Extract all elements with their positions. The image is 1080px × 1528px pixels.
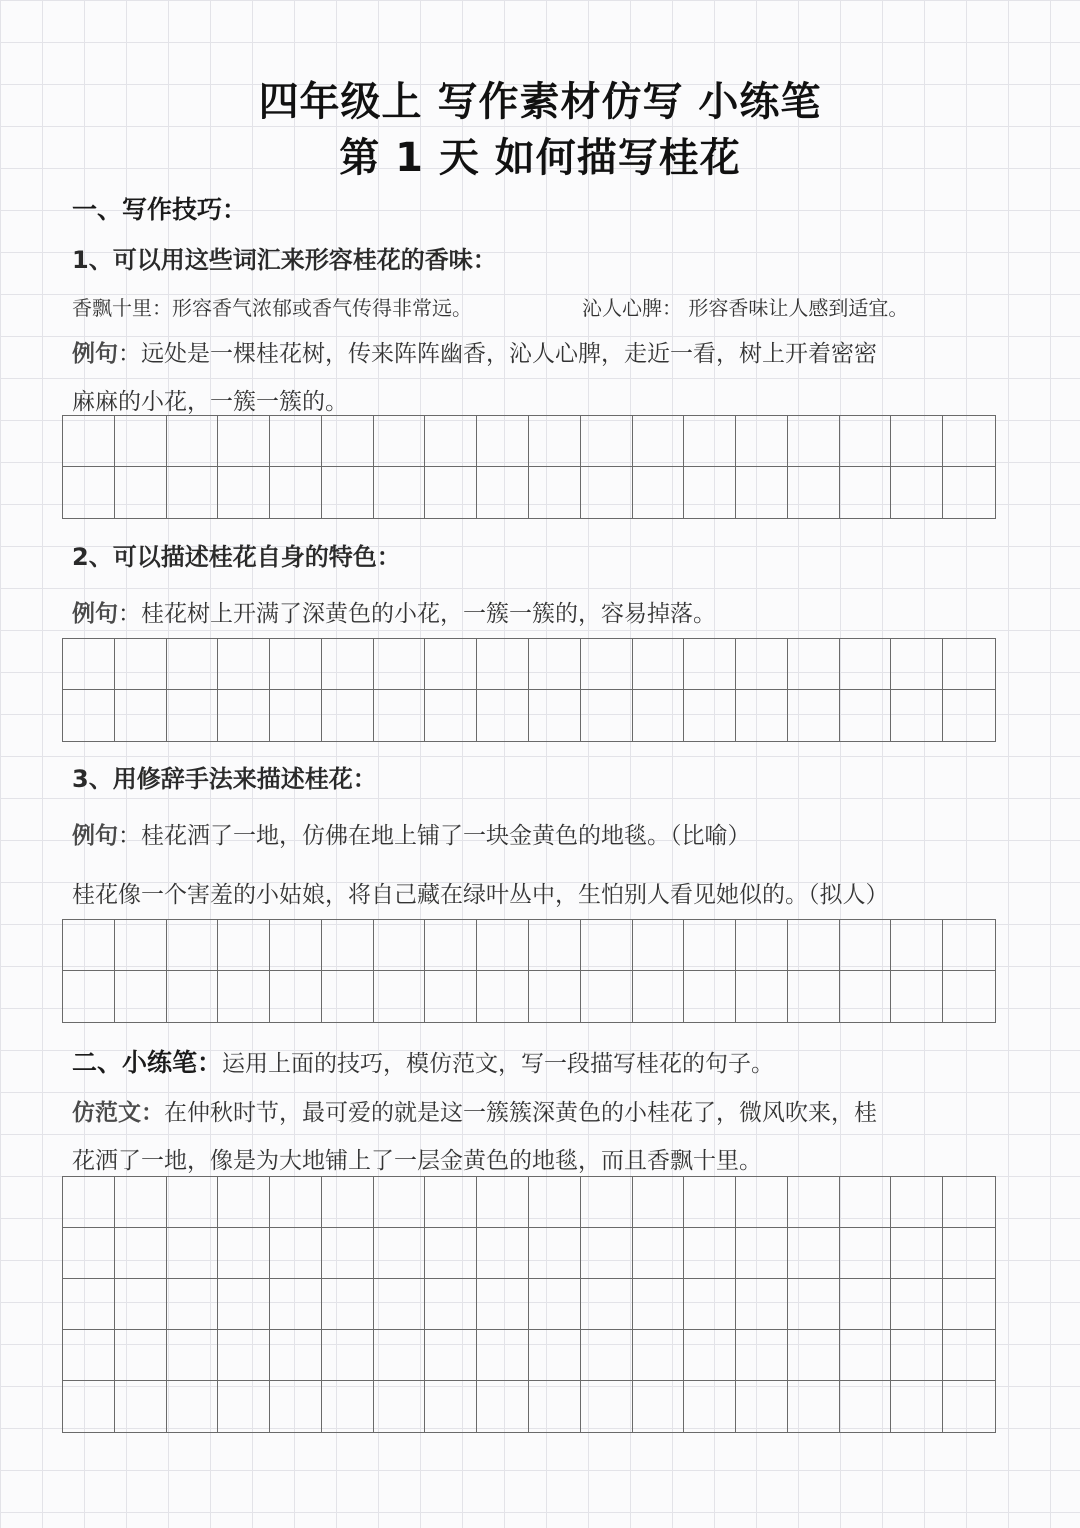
writing-cell[interactable]	[477, 1177, 529, 1228]
writing-grid-4[interactable]	[62, 1176, 996, 1433]
writing-cell[interactable]	[840, 690, 892, 741]
writing-cell[interactable]	[633, 920, 685, 971]
writing-cell[interactable]	[374, 690, 426, 741]
writing-cell[interactable]	[736, 639, 788, 690]
writing-cell[interactable]	[943, 920, 995, 971]
model-text: 在仲秋时节，最可爱的就是这一簇簇深黄色的小桂花了，微风吹来，桂	[164, 1100, 877, 1126]
writing-cell[interactable]	[891, 1177, 943, 1228]
writing-cell[interactable]	[684, 467, 736, 518]
writing-cell[interactable]	[684, 1177, 736, 1228]
writing-cell[interactable]	[633, 1330, 685, 1381]
writing-cell[interactable]	[788, 1279, 840, 1330]
writing-cell[interactable]	[840, 971, 892, 1022]
writing-cell[interactable]	[840, 1177, 892, 1228]
writing-cell[interactable]	[270, 971, 322, 1022]
writing-cell[interactable]	[425, 1381, 477, 1432]
writing-cell[interactable]	[684, 416, 736, 467]
writing-cell[interactable]	[218, 690, 270, 741]
writing-cell[interactable]	[374, 971, 426, 1022]
writing-cell[interactable]	[322, 1330, 374, 1381]
writing-grid-2[interactable]	[62, 638, 996, 742]
writing-cell[interactable]	[322, 1279, 374, 1330]
writing-cell[interactable]	[270, 1330, 322, 1381]
writing-cell[interactable]	[270, 467, 322, 518]
section2-instruction: 运用上面的技巧，模仿范文，写一段描写桂花的句子。	[222, 1051, 775, 1077]
writing-cell[interactable]	[322, 416, 374, 467]
writing-cell[interactable]	[374, 1381, 426, 1432]
writing-cell[interactable]	[167, 1177, 219, 1228]
writing-cell[interactable]	[943, 690, 995, 741]
writing-cell[interactable]	[167, 920, 219, 971]
writing-cell[interactable]	[425, 690, 477, 741]
writing-cell[interactable]	[788, 920, 840, 971]
writing-cell[interactable]	[581, 971, 633, 1022]
writing-cell[interactable]	[788, 1381, 840, 1432]
writing-cell[interactable]	[374, 1228, 426, 1279]
writing-cell[interactable]	[529, 920, 581, 971]
writing-cell[interactable]	[63, 1381, 115, 1432]
writing-cell[interactable]	[943, 1330, 995, 1381]
writing-cell[interactable]	[322, 971, 374, 1022]
term-qinrenxinpi: 沁人心脾： 形容香味让人感到适宜。	[582, 296, 909, 320]
writing-cell[interactable]	[425, 1228, 477, 1279]
writing-cell[interactable]	[477, 416, 529, 467]
writing-cell[interactable]	[425, 1330, 477, 1381]
writing-cell[interactable]	[425, 920, 477, 971]
writing-cell[interactable]	[322, 1228, 374, 1279]
writing-cell[interactable]	[477, 1381, 529, 1432]
writing-cell[interactable]	[218, 1381, 270, 1432]
writing-cell[interactable]	[788, 1177, 840, 1228]
writing-cell[interactable]	[684, 690, 736, 741]
writing-cell[interactable]	[840, 1228, 892, 1279]
writing-cell[interactable]	[167, 971, 219, 1022]
writing-cell[interactable]	[891, 1279, 943, 1330]
writing-cell[interactable]	[891, 467, 943, 518]
example-text: ：远处是一棵桂花树，传来阵阵幽香，沁人心脾，走近一看，树上开着密密	[118, 341, 877, 367]
writing-cell[interactable]	[270, 416, 322, 467]
writing-cell[interactable]	[167, 1330, 219, 1381]
writing-cell[interactable]	[477, 971, 529, 1022]
writing-cell[interactable]	[943, 1381, 995, 1432]
writing-cell[interactable]	[788, 1228, 840, 1279]
writing-cell[interactable]	[63, 639, 115, 690]
writing-cell[interactable]	[891, 971, 943, 1022]
writing-cell[interactable]	[270, 690, 322, 741]
writing-cell[interactable]	[684, 1228, 736, 1279]
writing-cell[interactable]	[115, 690, 167, 741]
writing-cell[interactable]	[270, 920, 322, 971]
writing-cell[interactable]	[63, 416, 115, 467]
writing-cell[interactable]	[736, 1330, 788, 1381]
writing-cell[interactable]	[840, 1381, 892, 1432]
worksheet-title-line2: 第 1 天 如何描写桂花	[339, 135, 741, 181]
writing-cell[interactable]	[736, 1228, 788, 1279]
writing-cell[interactable]	[218, 416, 270, 467]
writing-cell[interactable]	[115, 1330, 167, 1381]
writing-cell[interactable]	[788, 690, 840, 741]
writing-cell[interactable]	[581, 920, 633, 971]
writing-cell[interactable]	[633, 1177, 685, 1228]
writing-cell[interactable]	[322, 1177, 374, 1228]
writing-cell[interactable]	[322, 690, 374, 741]
writing-cell[interactable]	[218, 1228, 270, 1279]
writing-cell[interactable]	[736, 467, 788, 518]
writing-cell[interactable]	[581, 1177, 633, 1228]
writing-cell[interactable]	[477, 639, 529, 690]
sub3-example-line1	[72, 817, 751, 850]
writing-cell[interactable]	[477, 1279, 529, 1330]
writing-cell[interactable]	[115, 467, 167, 518]
writing-cell[interactable]	[840, 467, 892, 518]
writing-cell[interactable]	[736, 920, 788, 971]
writing-cell[interactable]	[684, 639, 736, 690]
writing-cell[interactable]	[840, 639, 892, 690]
writing-cell[interactable]	[788, 971, 840, 1022]
writing-cell[interactable]	[633, 1381, 685, 1432]
writing-cell[interactable]	[840, 1279, 892, 1330]
writing-cell[interactable]	[581, 1330, 633, 1381]
writing-cell[interactable]	[115, 920, 167, 971]
writing-cell[interactable]	[477, 920, 529, 971]
section1-heading: 一、写作技巧：	[72, 195, 248, 224]
writing-cell[interactable]	[891, 1228, 943, 1279]
example-label: 例句	[72, 823, 118, 849]
writing-cell[interactable]	[788, 467, 840, 518]
writing-cell[interactable]	[788, 639, 840, 690]
sub2-heading: 2、可以描述桂花自身的特色：	[72, 543, 401, 571]
worksheet-title-line1: 四年级上 写作素材仿写 小练笔	[258, 79, 822, 125]
writing-cell[interactable]	[529, 416, 581, 467]
writing-cell[interactable]	[167, 416, 219, 467]
writing-cell[interactable]	[633, 416, 685, 467]
writing-cell[interactable]	[63, 1279, 115, 1330]
writing-cell[interactable]	[425, 971, 477, 1022]
writing-cell[interactable]	[270, 1279, 322, 1330]
writing-cell[interactable]	[218, 1330, 270, 1381]
writing-cell[interactable]	[736, 1381, 788, 1432]
writing-cell[interactable]	[529, 971, 581, 1022]
writing-cell[interactable]	[322, 1381, 374, 1432]
writing-cell[interactable]	[529, 1330, 581, 1381]
writing-cell[interactable]	[167, 467, 219, 518]
writing-cell[interactable]	[63, 1330, 115, 1381]
sub1-example-line1	[72, 335, 877, 368]
example-label: 例句	[72, 601, 118, 627]
writing-cell[interactable]	[529, 1177, 581, 1228]
example-text: ：桂花树上开满了深黄色的小花，一簇一簇的，容易掉落。	[118, 601, 716, 627]
writing-cell[interactable]	[581, 639, 633, 690]
example-label: 例句	[72, 341, 118, 367]
writing-cell[interactable]	[891, 690, 943, 741]
writing-cell[interactable]	[943, 1279, 995, 1330]
section2-heading: 二、小练笔：	[72, 1048, 223, 1077]
writing-cell[interactable]	[891, 416, 943, 467]
writing-cell[interactable]	[684, 971, 736, 1022]
writing-cell[interactable]	[477, 690, 529, 741]
writing-cell[interactable]	[322, 467, 374, 518]
writing-cell[interactable]	[374, 416, 426, 467]
sub2-example-line1	[72, 595, 716, 628]
writing-cell[interactable]	[425, 1279, 477, 1330]
writing-cell[interactable]	[115, 1279, 167, 1330]
writing-cell[interactable]	[477, 467, 529, 518]
writing-cell[interactable]	[322, 639, 374, 690]
writing-cell[interactable]	[943, 971, 995, 1022]
writing-grid-3[interactable]	[62, 919, 996, 1023]
writing-cell[interactable]	[891, 1381, 943, 1432]
writing-cell[interactable]	[581, 1279, 633, 1330]
writing-cell[interactable]	[374, 1177, 426, 1228]
writing-cell[interactable]	[63, 971, 115, 1022]
writing-cell[interactable]	[425, 416, 477, 467]
writing-cell[interactable]	[736, 416, 788, 467]
writing-cell[interactable]	[943, 1228, 995, 1279]
writing-cell[interactable]	[425, 639, 477, 690]
model-text-line1	[72, 1094, 877, 1127]
writing-cell[interactable]	[167, 1279, 219, 1330]
writing-cell[interactable]	[581, 416, 633, 467]
writing-cell[interactable]	[374, 639, 426, 690]
writing-cell[interactable]	[633, 690, 685, 741]
writing-cell[interactable]	[477, 1228, 529, 1279]
writing-cell[interactable]	[374, 1330, 426, 1381]
example-text: ：桂花洒了一地，仿佛在地上铺了一块金黄色的地毯。（比喻）	[118, 823, 751, 849]
model-label: 仿范文：	[72, 1100, 164, 1126]
writing-cell[interactable]	[788, 416, 840, 467]
writing-cell[interactable]	[425, 467, 477, 518]
writing-cell[interactable]	[788, 1330, 840, 1381]
writing-cell[interactable]	[270, 639, 322, 690]
writing-cell[interactable]	[115, 639, 167, 690]
writing-cell[interactable]	[270, 1177, 322, 1228]
writing-cell[interactable]	[167, 1381, 219, 1432]
sub3-example-line2: 桂花像一个害羞的小姑娘，将自己藏在绿叶丛中，生怕别人看见她似的。（拟人）	[72, 882, 889, 908]
writing-cell[interactable]	[63, 690, 115, 741]
writing-cell[interactable]	[633, 1279, 685, 1330]
writing-cell[interactable]	[736, 971, 788, 1022]
writing-cell[interactable]	[943, 416, 995, 467]
writing-cell[interactable]	[891, 1330, 943, 1381]
writing-cell[interactable]	[167, 639, 219, 690]
writing-cell[interactable]	[736, 1177, 788, 1228]
writing-cell[interactable]	[581, 467, 633, 518]
writing-cell[interactable]	[581, 690, 633, 741]
writing-cell[interactable]	[115, 971, 167, 1022]
writing-cell[interactable]	[63, 1228, 115, 1279]
writing-cell[interactable]	[477, 1330, 529, 1381]
writing-cell[interactable]	[218, 971, 270, 1022]
writing-cell[interactable]	[529, 690, 581, 741]
writing-cell[interactable]	[425, 1177, 477, 1228]
writing-cell[interactable]	[529, 1279, 581, 1330]
writing-cell[interactable]	[218, 1279, 270, 1330]
writing-cell[interactable]	[63, 467, 115, 518]
writing-cell[interactable]	[684, 920, 736, 971]
writing-grid-1[interactable]	[62, 415, 996, 519]
writing-cell[interactable]	[684, 1381, 736, 1432]
writing-cell[interactable]	[218, 467, 270, 518]
writing-cell[interactable]	[63, 1177, 115, 1228]
writing-cell[interactable]	[943, 639, 995, 690]
writing-cell[interactable]	[840, 1330, 892, 1381]
writing-cell[interactable]	[943, 1177, 995, 1228]
writing-cell[interactable]	[63, 920, 115, 971]
writing-cell[interactable]	[684, 1330, 736, 1381]
writing-cell[interactable]	[633, 1228, 685, 1279]
writing-cell[interactable]	[529, 467, 581, 518]
writing-cell[interactable]	[167, 690, 219, 741]
writing-cell[interactable]	[270, 1381, 322, 1432]
writing-cell[interactable]	[115, 1228, 167, 1279]
model-text-line2: 花洒了一地，像是为大地铺上了一层金黄色的地毯，而且香飘十里。	[72, 1148, 762, 1174]
writing-cell[interactable]	[581, 1228, 633, 1279]
section2-heading-line	[72, 1043, 774, 1079]
writing-cell[interactable]	[115, 1381, 167, 1432]
sub3-heading: 3、用修辞手法来描述桂花：	[72, 765, 377, 793]
writing-cell[interactable]	[943, 467, 995, 518]
writing-cell[interactable]	[633, 971, 685, 1022]
sub1-heading: 1、可以用这些词汇来形容桂花的香味：	[72, 246, 497, 274]
writing-cell[interactable]	[374, 920, 426, 971]
writing-cell[interactable]	[529, 639, 581, 690]
writing-cell[interactable]	[581, 1381, 633, 1432]
writing-cell[interactable]	[270, 1228, 322, 1279]
writing-cell[interactable]	[684, 1279, 736, 1330]
writing-cell[interactable]	[115, 1177, 167, 1228]
writing-cell[interactable]	[633, 467, 685, 518]
writing-cell[interactable]	[891, 639, 943, 690]
writing-cell[interactable]	[736, 1279, 788, 1330]
writing-cell[interactable]	[322, 920, 374, 971]
sub1-example-line2: 麻麻的小花，一簇一簇的。	[72, 389, 348, 415]
writing-cell[interactable]	[218, 1177, 270, 1228]
writing-cell[interactable]	[840, 416, 892, 467]
writing-cell[interactable]	[374, 467, 426, 518]
writing-cell[interactable]	[736, 690, 788, 741]
writing-cell[interactable]	[218, 639, 270, 690]
writing-cell[interactable]	[891, 920, 943, 971]
writing-cell[interactable]	[167, 1228, 219, 1279]
writing-cell[interactable]	[633, 639, 685, 690]
writing-cell[interactable]	[374, 1279, 426, 1330]
term-xiangpiaoshili: 香飘十里：形容香气浓郁或香气传得非常远。	[72, 296, 472, 320]
writing-cell[interactable]	[115, 416, 167, 467]
writing-cell[interactable]	[529, 1228, 581, 1279]
writing-cell[interactable]	[529, 1381, 581, 1432]
writing-cell[interactable]	[218, 920, 270, 971]
writing-cell[interactable]	[840, 920, 892, 971]
